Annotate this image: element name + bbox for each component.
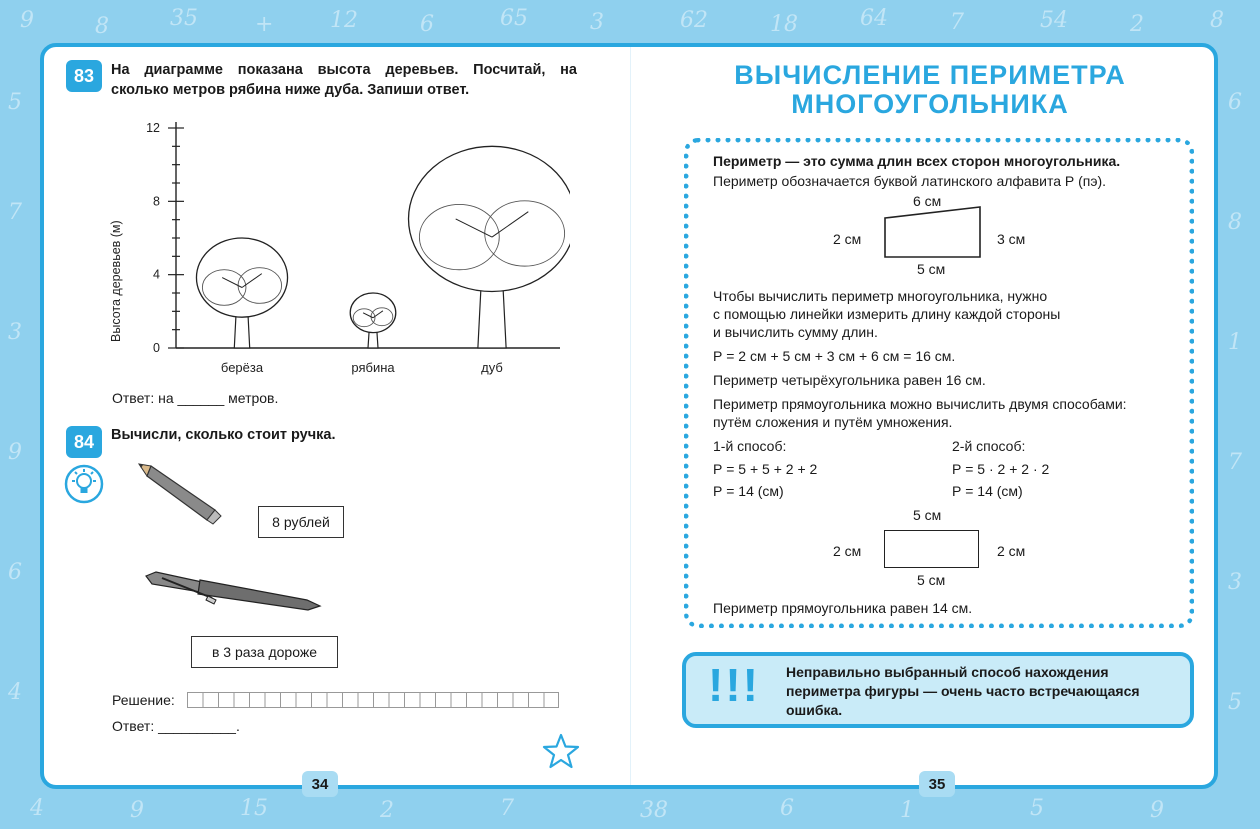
page-number-right: 35 xyxy=(919,771,955,797)
rect-intro-line2: путём сложения и путём умножения. xyxy=(713,414,953,430)
quad-bottom-label: 5 см xyxy=(917,261,946,277)
warning-line3: ошибка. xyxy=(786,702,843,718)
page-title-line1: ВЫЧИСЛЕНИЕ ПЕРИМЕТРА xyxy=(734,60,1126,90)
y-tick-label: 4 xyxy=(153,267,160,282)
rect-left-label: 2 см xyxy=(833,543,862,559)
warning-line1: Неправильно выбранный способ нахождения xyxy=(786,664,1109,680)
method-line2: с помощью линейки измерить длину каждой стороны xyxy=(713,306,1061,322)
pencil-icon xyxy=(135,458,225,528)
rect-right-label: 2 см xyxy=(997,543,1026,559)
y-tick-label: 8 xyxy=(153,194,160,209)
warning-line2: периметра фигуры — очень часто встречающаяся xyxy=(786,683,1140,699)
pen-icon xyxy=(142,566,327,616)
category-label: берёза xyxy=(220,360,264,375)
way1-title: 1-й способ: xyxy=(713,438,787,454)
task-83-answer xyxy=(112,388,278,409)
answer-suffix: метров. xyxy=(228,390,279,406)
task-84-question: Вычисли, сколько стоит ручка. xyxy=(111,427,336,443)
page-number-left: 34 xyxy=(302,771,338,797)
tree-height-chart xyxy=(100,112,570,382)
quad-top-label: 6 см xyxy=(913,193,942,209)
task-84-answer xyxy=(112,716,240,737)
chart-y-axis-label: Высота деревьев (м) xyxy=(109,220,123,342)
pencil-price-label: 8 рублей xyxy=(258,506,344,538)
way2-line1: Р = 5 · 2 + 2 · 2 xyxy=(952,461,1050,477)
perimeter-formula: Р = 2 см + 5 см + 3 см + 6 см = 16 см. xyxy=(713,348,956,364)
quad-right-label: 3 см xyxy=(997,231,1026,247)
star-icon xyxy=(542,733,580,769)
rect-top-label: 5 см xyxy=(913,507,942,523)
quad-left-label: 2 см xyxy=(833,231,862,247)
solution-label: Решение: xyxy=(112,692,175,708)
rectangle-figure xyxy=(884,530,979,568)
answer-label: Ответ: xyxy=(112,718,155,734)
rect-intro-line1: Периметр прямоугольника можно вычислить двумя способами: xyxy=(713,396,1127,412)
tree-mark-1 xyxy=(196,238,287,348)
way2-title: 2-й способ: xyxy=(952,438,1026,454)
rect-result: Периметр прямоугольника равен 14 см. xyxy=(713,600,973,616)
definition-bold: Периметр — это сумма длин всех сторон многоугольника. xyxy=(713,153,1121,169)
chart-marks xyxy=(196,146,570,348)
method-line3: и вычислить сумму длин. xyxy=(713,324,878,340)
way2-line2: Р = 14 (см) xyxy=(952,483,1023,499)
chart-ticks xyxy=(146,121,184,355)
category-label: рябина xyxy=(351,360,395,375)
rect-bottom-label: 5 см xyxy=(917,572,946,588)
way1-line2: Р = 14 (см) xyxy=(713,483,784,499)
quad-result: Периметр четырёхугольника равен 16 см. xyxy=(713,372,986,388)
y-tick-label: 12 xyxy=(146,121,160,135)
definition-line2: Периметр обозначается буквой латинского алфавита Р (пэ). xyxy=(713,173,1107,189)
task-83-question-line1: На диаграмме показана высота деревьев. Посчитай, на xyxy=(111,62,577,78)
quadrilateral-figure xyxy=(884,206,984,258)
page-title-line2: МНОГОУГОЛЬНИКА xyxy=(791,89,1069,119)
y-tick-label: 0 xyxy=(153,341,160,355)
background-decoration: 9 8 35 + 12 6 65 3 62 18 64 7 54 2 8 5 7 3 9 6 4 6 8 1 7 3 5 4 9 15 2 7 38 6 1 5 9 xyxy=(8,6,1242,823)
solution-grid[interactable] xyxy=(187,692,559,708)
task-83-number: 83 xyxy=(66,60,102,92)
page-fold xyxy=(630,47,631,785)
task-83-question-line2: сколько метров рябина ниже дуба. Запиши ответ. xyxy=(111,82,470,98)
tree-mark-3 xyxy=(409,146,570,348)
method-line1: Чтобы вычислить периметр многоугольника, нужно xyxy=(713,288,1048,304)
answer-blank[interactable]: ______ xyxy=(177,390,225,406)
way1-line1: Р = 5 + 5 + 2 + 2 xyxy=(713,461,818,477)
exclamation-icon: !!! xyxy=(708,659,760,711)
answer-blank-84[interactable]: __________. xyxy=(158,718,240,734)
task-84-number: 84 xyxy=(66,426,102,458)
chart-categories xyxy=(221,360,503,375)
pen-price-label: в 3 раза дороже xyxy=(191,636,338,668)
answer-prefix: Ответ: на xyxy=(112,390,174,406)
lightbulb-icon xyxy=(64,464,104,504)
tree-mark-2 xyxy=(350,293,396,348)
category-label: дуб xyxy=(481,360,503,375)
